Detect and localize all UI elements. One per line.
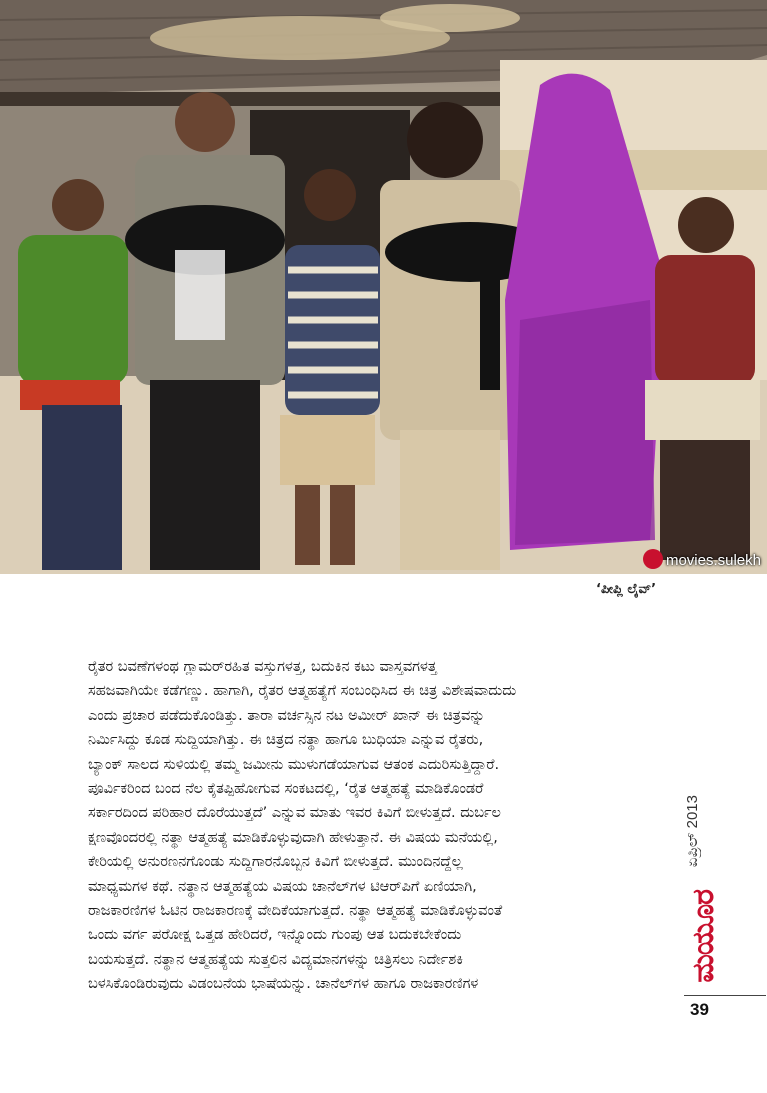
article-line: ರೈತರ ಬವಣೆಗಳಂಥ ಗ್ಲಾಮರ್‌ರಹಿತ ವಸ್ತುಗಳತ್ತ, ಬದುಕಿನ ಕಟು ವಾಸ್ತವಗಳತ್ತ <box>88 659 437 675</box>
article-line: ಪೂರ್ವಿಕರಿಂದ ಬಂದ ನೆಲ ಕೈತಪ್ಪಿಹೋಗುವ ಸಂಕಟದಲ್ಲಿ, ‘ರೈತ ಆತ್ಮಹತ್ಯೆ ಮಾಡಿಕೊಂಡರೆ <box>88 781 484 798</box>
photo-caption: ‘ಪೀಪ್ಲಿ ಲೈವ್’ <box>596 582 657 597</box>
article-line: ಮಾಧ್ಯಮಗಳ ಕಥೆ. ನತ್ಥಾನ ಆತ್ಮಹತ್ಯೆಯ ವಿಷಯ ಚಾನೆಲ್‌ಗಳ ಟಿಆರ್‌ಪಿಗೆ ಏಣಿಯಾಗಿ, <box>88 878 477 895</box>
page-number: 39 <box>690 1000 709 1019</box>
magazine-title: ಮಯೂರ <box>686 890 721 983</box>
article-line: ಬಯಸುತ್ತದೆ. ನತ್ಥಾನ ಆತ್ಮಹತ್ಯೆಯ ಸುತ್ತಲಿನ ವಿದ್ಯಮಾನಗಳನ್ನು ಚಿತ್ರಿಸಲು ನಿರ್ದೇಶಕಿ <box>88 951 463 968</box>
article-line: ಸಹಜವಾಗಿಯೇ ಕಡೆಗಣ್ಣು. ಹಾಗಾಗಿ, ರೈತರ ಆತ್ಮಹತ್ಯೆಗೆ ಸಂಬಂಧಿಸಿದ ಈ ಚಿತ್ರ ವಿಶೇಷವಾದುದು <box>88 683 517 700</box>
issue-date: ಏಪ್ರಿಲ್ 2013 <box>684 795 701 868</box>
watermark-text: movies.sulekh <box>665 551 761 569</box>
article-line: ಕೇರಿಯಲ್ಲಿ ಅನುರಣನಗೊಂಡು ಸುದ್ದಿಗಾರನೊಬ್ಬನ ಕಿವಿಗೆ ಬೀಳುತ್ತದೆ. ಮುಂದಿನದ್ದೆಲ್ಲ <box>88 854 463 871</box>
article-body <box>88 655 678 997</box>
article-line: ರಾಜಕಾರಣಿಗಳ ಓಟಿನ ರಾಜಕಾರಣಕ್ಕೆ ವೇದಿಕೆಯಾಗುತ್ತದೆ. ನತ್ಥಾ ಆತ್ಮಹತ್ಯೆ ಮಾಡಿಕೊಳ್ಳುವಂತೆ <box>88 903 503 920</box>
sulekha-logo-icon <box>643 549 663 569</box>
article-line: ಬಳಸಿಕೊಂಡಿರುವುದು ವಿಡಂಬನೆಯ ಭಾಷೆಯನ್ನು. ಚಾನೆಲ್‌ಗಳ ಹಾಗೂ ರಾಜಕಾರಣಿಗಳ <box>88 976 479 993</box>
article-line: ನಿರ್ಮಿಸಿದ್ದು ಕೂಡ ಸುದ್ದಿಯಾಗಿತ್ತು. ಈ ಚಿತ್ರದ ನತ್ಥಾ ಹಾಗೂ ಬುಧಿಯಾ ಎನ್ನುವ ರೈತರು, <box>88 732 484 749</box>
photo-watermark <box>643 551 761 571</box>
article-line: ಕ್ಷಣವೊಂದರಲ್ಲಿ ನತ್ಥಾ ಆತ್ಮಹತ್ಯೆ ಮಾಡಿಕೊಳ್ಳುವುದಾಗಿ ಹೇಳುತ್ತಾನೆ. ಈ ವಿಷಯ ಮನೆಯಲ್ಲಿ, <box>88 829 498 846</box>
article-line: ಸರ್ಕಾರದಿಂದ ಪರಿಹಾರ ದೊರೆಯುತ್ತದೆ’ ಎನ್ನುವ ಮಾತು ಇವರ ಕಿವಿಗೆ ಬೀಳುತ್ತದೆ. ದುರ್ಬಲ <box>88 805 501 822</box>
article-line: ಬ್ಯಾಂಕ್ ಸಾಲದ ಸುಳಿಯಲ್ಲಿ ತಮ್ಮ ಜಮೀನು ಮುಳುಗಡೆಯಾಗುವ ಆತಂಕ ಎದುರಿಸುತ್ತಿದ್ದಾರೆ. <box>88 756 500 773</box>
page-rule <box>684 995 766 996</box>
article-line: ಎಂದು ಪ್ರಚಾರ ಪಡೆದುಕೊಂಡಿತ್ತು. ತಾರಾ ವರ್ಚಸ್ಸಿನ ನಟ ಅಮೀರ್ ಖಾನ್ ಈ ಚಿತ್ರವನ್ನು <box>88 707 485 724</box>
article-line: ಒಂದು ವರ್ಗ ಪರೋಕ್ಷ ಒತ್ತಡ ಹೇರಿದರೆ, ಇನ್ನೊಂದು ಗುಂಪು ಆತ ಬದುಕಬೇಕೆಂದು <box>88 927 462 944</box>
